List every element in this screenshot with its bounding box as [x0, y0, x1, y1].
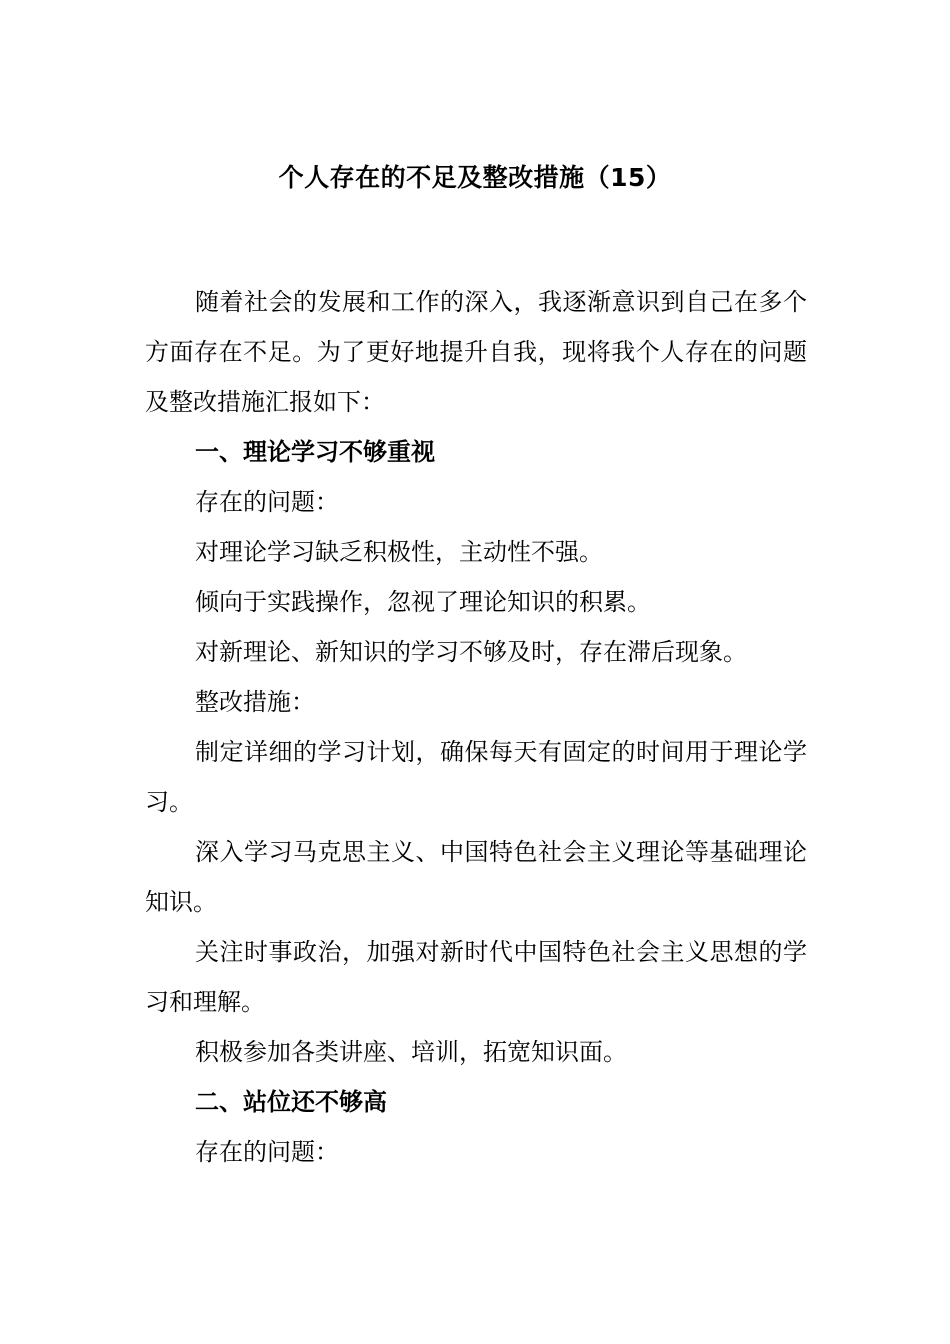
document-title: 个人存在的不足及整改措施（15） [278, 163, 672, 192]
section-1-heading: 一、理论学习不够重视 [195, 438, 435, 466]
document-body [145, 277, 807, 1177]
section-1-measure-item: 关注时事政治，加强对新时代中国特色社会主义思想的学习和理解。 [145, 938, 807, 1016]
section-1-measures-label: 整改措施： [195, 688, 315, 716]
section-1-measure-item: 积极参加各类讲座、培训，拓宽知识面。 [195, 1038, 627, 1066]
section-1-measure-item: 制定详细的学习计划，确保每天有固定的时间用于理论学习。 [145, 738, 807, 816]
section-1-problem-item: 倾向于实践操作，忽视了理论知识的积累。 [195, 588, 651, 616]
section-1-problem-item: 对新理论、新知识的学习不够及时，存在滞后现象。 [195, 638, 747, 666]
section-2-problems-label: 存在的问题： [195, 1138, 339, 1166]
section-1-problem-item: 对理论学习缺乏积极性，主动性不强。 [195, 538, 603, 566]
section-1-measure-item: 深入学习马克思主义、中国特色社会主义理论等基础理论知识。 [145, 838, 807, 916]
section-1-problems-label: 存在的问题： [195, 488, 339, 516]
section-2-heading: 二、站位还不够高 [195, 1088, 387, 1116]
intro-paragraph: 随着社会的发展和工作的深入，我逐渐意识到自己在多个方面存在不足。为了更好地提升自我，现将我个人存在的问题及整改措施汇报如下： [145, 288, 807, 416]
